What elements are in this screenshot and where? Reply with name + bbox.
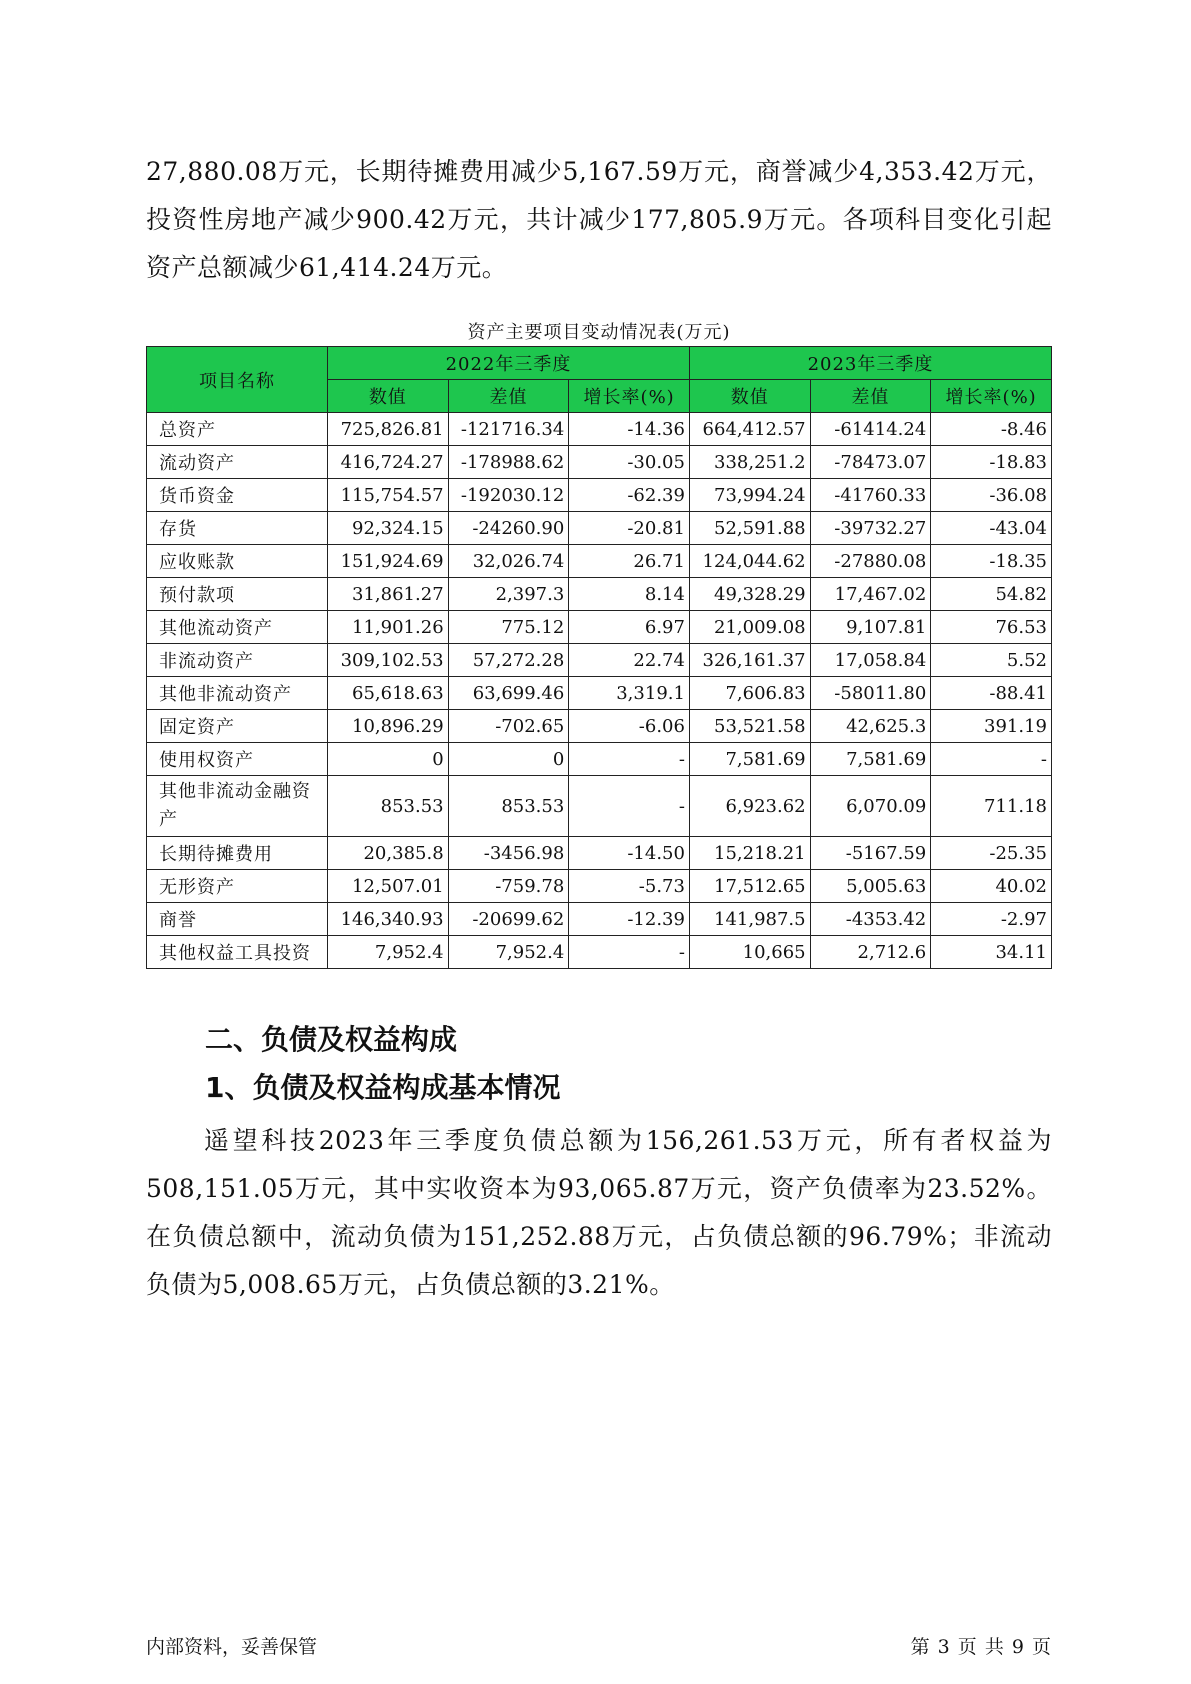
cell-g22: - bbox=[569, 743, 690, 776]
cell-d23: 17,058.84 bbox=[810, 644, 931, 677]
row-item-name: 固定资产 bbox=[147, 710, 328, 743]
cell-v22: 31,861.27 bbox=[327, 578, 448, 611]
cell-v22: 146,340.93 bbox=[327, 903, 448, 936]
cell-g22: 22.74 bbox=[569, 644, 690, 677]
table-row bbox=[147, 479, 1052, 512]
body-text: 遥望科技2023年三季度负债总额为156,261.53万元，所有者权益为508,151.05万元，其中实收资本为93,065.87万元，资产负债率为23.52%。在负债总额中，流动负债为151,252.88万元，占负债总额的96.79%；非流动负债为5,008.65万元，占负债总额的3.21%。 bbox=[146, 1126, 1052, 1299]
table-row bbox=[147, 837, 1052, 870]
intro-paragraph bbox=[146, 148, 1052, 292]
row-item-name: 预付款项 bbox=[147, 578, 328, 611]
cell-v23: 6,923.62 bbox=[689, 776, 810, 837]
cell-d23: -61414.24 bbox=[810, 413, 931, 446]
cell-d22: -702.65 bbox=[448, 710, 569, 743]
cell-d22: 775.12 bbox=[448, 611, 569, 644]
cell-d22: -3456.98 bbox=[448, 837, 569, 870]
cell-v23: 17,512.65 bbox=[689, 870, 810, 903]
cell-d23: 6,070.09 bbox=[810, 776, 931, 837]
table-row bbox=[147, 611, 1052, 644]
cell-d23: -39732.27 bbox=[810, 512, 931, 545]
cell-g22: -20.81 bbox=[569, 512, 690, 545]
cell-v22: 0 bbox=[327, 743, 448, 776]
subsection-heading: 1、负债及权益构成基本情况 bbox=[205, 1071, 561, 1104]
cell-d23: -4353.42 bbox=[810, 903, 931, 936]
table-header-row bbox=[147, 347, 1052, 380]
cell-d23: 2,712.6 bbox=[810, 936, 931, 969]
cell-g23: -43.04 bbox=[931, 512, 1052, 545]
cell-v22: 725,826.81 bbox=[327, 413, 448, 446]
row-item-name: 非流动资产 bbox=[147, 644, 328, 677]
cell-d22: -759.78 bbox=[448, 870, 569, 903]
cell-d22: 0 bbox=[448, 743, 569, 776]
cell-d22: -24260.90 bbox=[448, 512, 569, 545]
table-row bbox=[147, 677, 1052, 710]
subheader-diff-2023: 差值 bbox=[810, 380, 931, 413]
cell-d23: -41760.33 bbox=[810, 479, 931, 512]
row-item-name: 商誉 bbox=[147, 903, 328, 936]
cell-v22: 20,385.8 bbox=[327, 837, 448, 870]
cell-d22: 2,397.3 bbox=[448, 578, 569, 611]
cell-v23: 53,521.58 bbox=[689, 710, 810, 743]
asset-changes-table bbox=[146, 346, 1052, 969]
row-item-name: 其他流动资产 bbox=[147, 611, 328, 644]
cell-g22: -14.50 bbox=[569, 837, 690, 870]
cell-g22: 26.71 bbox=[569, 545, 690, 578]
cell-v22: 12,507.01 bbox=[327, 870, 448, 903]
row-item-name: 使用权资产 bbox=[147, 743, 328, 776]
table-row bbox=[147, 903, 1052, 936]
cell-g22: -12.39 bbox=[569, 903, 690, 936]
cell-g22: -6.06 bbox=[569, 710, 690, 743]
cell-g22: 8.14 bbox=[569, 578, 690, 611]
cell-v23: 49,328.29 bbox=[689, 578, 810, 611]
cell-d23: -58011.80 bbox=[810, 677, 931, 710]
cell-v23: 338,251.2 bbox=[689, 446, 810, 479]
subheader-diff-2022: 差值 bbox=[448, 380, 569, 413]
cell-d23: -27880.08 bbox=[810, 545, 931, 578]
cell-v23: 124,044.62 bbox=[689, 545, 810, 578]
cell-g23: -25.35 bbox=[931, 837, 1052, 870]
subheader-growth-2022: 增长率(%) bbox=[569, 380, 690, 413]
cell-d23: 5,005.63 bbox=[810, 870, 931, 903]
cell-g22: -5.73 bbox=[569, 870, 690, 903]
cell-g23: 5.52 bbox=[931, 644, 1052, 677]
subheader-value-2023: 数值 bbox=[689, 380, 810, 413]
cell-d23: -78473.07 bbox=[810, 446, 931, 479]
table-row bbox=[147, 870, 1052, 903]
row-item-name: 长期待摊费用 bbox=[147, 837, 328, 870]
cell-d22: 7,952.4 bbox=[448, 936, 569, 969]
cell-v22: 309,102.53 bbox=[327, 644, 448, 677]
cell-v22: 65,618.63 bbox=[327, 677, 448, 710]
cell-g23: 54.82 bbox=[931, 578, 1052, 611]
section-heading: 二、负债及权益构成 bbox=[205, 1023, 458, 1056]
row-item-name: 货币资金 bbox=[147, 479, 328, 512]
table-row bbox=[147, 644, 1052, 677]
cell-g23: -8.46 bbox=[931, 413, 1052, 446]
table-row bbox=[147, 936, 1052, 969]
cell-d23: -5167.59 bbox=[810, 837, 931, 870]
body-paragraph bbox=[146, 1117, 1052, 1309]
cell-v23: 15,218.21 bbox=[689, 837, 810, 870]
cell-v22: 416,724.27 bbox=[327, 446, 448, 479]
cell-v23: 21,009.08 bbox=[689, 611, 810, 644]
table-row bbox=[147, 446, 1052, 479]
cell-v23: 73,994.24 bbox=[689, 479, 810, 512]
cell-g22: - bbox=[569, 776, 690, 837]
table-row bbox=[147, 710, 1052, 743]
header-item-name: 项目名称 bbox=[147, 347, 328, 413]
cell-g22: 6.97 bbox=[569, 611, 690, 644]
cell-v22: 115,754.57 bbox=[327, 479, 448, 512]
cell-g23: 711.18 bbox=[931, 776, 1052, 837]
cell-d23: 7,581.69 bbox=[810, 743, 931, 776]
cell-v23: 326,161.37 bbox=[689, 644, 810, 677]
cell-d22: 63,699.46 bbox=[448, 677, 569, 710]
cell-v23: 664,412.57 bbox=[689, 413, 810, 446]
row-item-name: 流动资产 bbox=[147, 446, 328, 479]
cell-v23: 141,987.5 bbox=[689, 903, 810, 936]
cell-v23: 7,606.83 bbox=[689, 677, 810, 710]
cell-g22: -14.36 bbox=[569, 413, 690, 446]
table-row bbox=[147, 578, 1052, 611]
cell-d23: 17,467.02 bbox=[810, 578, 931, 611]
cell-g22: - bbox=[569, 936, 690, 969]
cell-g22: -30.05 bbox=[569, 446, 690, 479]
cell-v22: 7,952.4 bbox=[327, 936, 448, 969]
footer-page-number: 第 3 页 共 9 页 bbox=[910, 1636, 1052, 1658]
table-row bbox=[147, 743, 1052, 776]
subheader-growth-2023: 增长率(%) bbox=[931, 380, 1052, 413]
cell-d22: 57,272.28 bbox=[448, 644, 569, 677]
cell-g23: -2.97 bbox=[931, 903, 1052, 936]
cell-d22: 32,026.74 bbox=[448, 545, 569, 578]
cell-d22: -192030.12 bbox=[448, 479, 569, 512]
cell-g23: 34.11 bbox=[931, 936, 1052, 969]
cell-g23: 76.53 bbox=[931, 611, 1052, 644]
cell-v23: 7,581.69 bbox=[689, 743, 810, 776]
cell-d22: 853.53 bbox=[448, 776, 569, 837]
cell-d23: 42,625.3 bbox=[810, 710, 931, 743]
cell-g23: -36.08 bbox=[931, 479, 1052, 512]
subheader-value-2022: 数值 bbox=[327, 380, 448, 413]
cell-g23: 40.02 bbox=[931, 870, 1052, 903]
cell-g22: -62.39 bbox=[569, 479, 690, 512]
cell-g23: -18.35 bbox=[931, 545, 1052, 578]
header-period-2022: 2022年三季度 bbox=[327, 347, 689, 380]
table-row bbox=[147, 413, 1052, 446]
header-period-2023: 2023年三季度 bbox=[689, 347, 1051, 380]
cell-v22: 92,324.15 bbox=[327, 512, 448, 545]
row-item-name: 其他权益工具投资 bbox=[147, 936, 328, 969]
cell-g23: 391.19 bbox=[931, 710, 1052, 743]
cell-g23: -88.41 bbox=[931, 677, 1052, 710]
cell-g22: 3,319.1 bbox=[569, 677, 690, 710]
table-body bbox=[147, 413, 1052, 969]
cell-g23: -18.83 bbox=[931, 446, 1052, 479]
cell-d22: -20699.62 bbox=[448, 903, 569, 936]
cell-v22: 151,924.69 bbox=[327, 545, 448, 578]
table-row bbox=[147, 776, 1052, 837]
cell-d23: 9,107.81 bbox=[810, 611, 931, 644]
cell-d22: -121716.34 bbox=[448, 413, 569, 446]
row-item-name: 其他非流动资产 bbox=[147, 677, 328, 710]
cell-v23: 52,591.88 bbox=[689, 512, 810, 545]
cell-v22: 853.53 bbox=[327, 776, 448, 837]
footer-confidential: 内部资料，妥善保管 bbox=[146, 1636, 318, 1658]
intro-text: 27,880.08万元，长期待摊费用减少5,167.59万元，商誉减少4,353.42万元，投资性房地产减少900.42万元，共计减少177,805.9万元。各项科目变化引起资产总额减少61,414.24万元。 bbox=[146, 157, 1052, 282]
cell-v22: 11,901.26 bbox=[327, 611, 448, 644]
cell-d22: -178988.62 bbox=[448, 446, 569, 479]
row-item-name: 无形资产 bbox=[147, 870, 328, 903]
row-item-name: 存货 bbox=[147, 512, 328, 545]
table-caption: 资产主要项目变动情况表(万元) bbox=[467, 322, 731, 343]
cell-v22: 10,896.29 bbox=[327, 710, 448, 743]
table-row bbox=[147, 512, 1052, 545]
cell-g23: - bbox=[931, 743, 1052, 776]
row-item-name: 其他非流动金融资产 bbox=[147, 776, 328, 837]
cell-v23: 10,665 bbox=[689, 936, 810, 969]
row-item-name: 应收账款 bbox=[147, 545, 328, 578]
table-row bbox=[147, 545, 1052, 578]
row-item-name: 总资产 bbox=[147, 413, 328, 446]
